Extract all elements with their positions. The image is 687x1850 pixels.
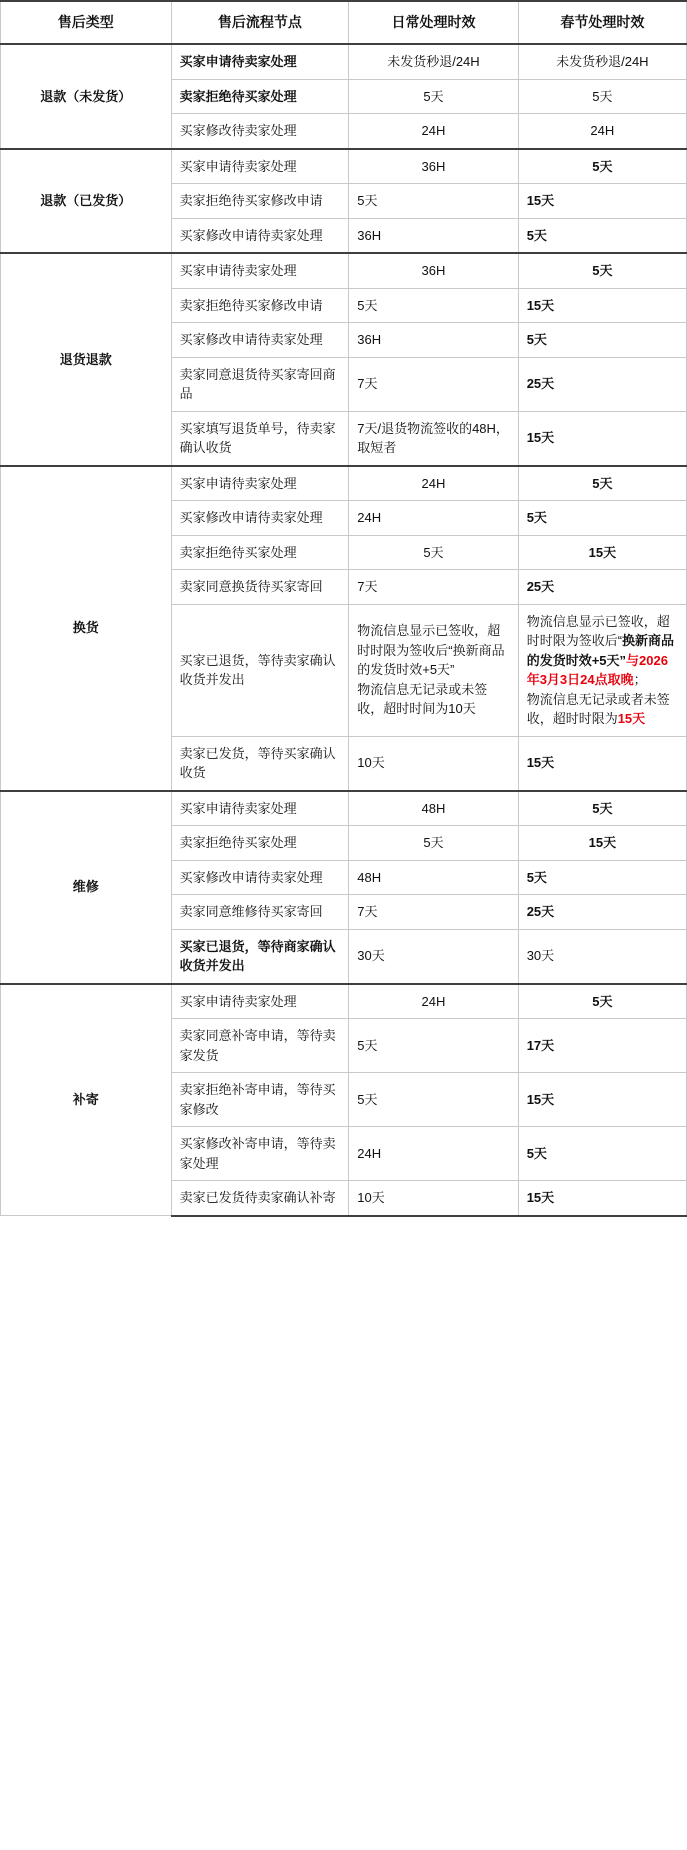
cell-process-node: 卖家已发货待卖家确认补寄	[171, 1181, 349, 1216]
cell-process-node: 买家修改申请待卖家处理	[171, 501, 349, 536]
cell-daily-timeliness: 24H	[349, 984, 518, 1019]
cell-process-node: 卖家已发货，等待买家确认收货	[171, 736, 349, 791]
cell-festival-timeliness: 24H	[518, 114, 686, 149]
cell-category: 退款（已发货）	[1, 149, 172, 254]
column-header-daily: 日常处理时效	[349, 1, 518, 44]
cell-process-node: 买家申请待卖家处理	[171, 466, 349, 501]
cell-category: 退货退款	[1, 253, 172, 466]
cell-process-node: 买家修改申请待卖家处理	[171, 860, 349, 895]
table-row	[1, 149, 687, 184]
cell-daily-timeliness: 5天	[349, 79, 518, 114]
column-header-category: 售后类型	[1, 1, 172, 44]
cell-festival-timeliness: 5天	[518, 253, 686, 288]
cell-process-node: 买家申请待卖家处理	[171, 149, 349, 184]
cell-daily-timeliness: 36H	[349, 149, 518, 184]
cell-daily-timeliness: 5天	[349, 535, 518, 570]
table-row	[1, 791, 687, 826]
cell-festival-timeliness: 5天	[518, 501, 686, 536]
cell-festival-timeliness: 15天	[518, 535, 686, 570]
cell-daily-timeliness: 5天	[349, 288, 518, 323]
cell-festival-timeliness: 15天	[518, 826, 686, 861]
table-header-row	[1, 1, 687, 44]
cell-daily-timeliness: 24H	[349, 114, 518, 149]
cell-daily-timeliness: 24H	[349, 501, 518, 536]
cell-festival-timeliness: 25天	[518, 895, 686, 930]
cell-daily-timeliness: 48H	[349, 860, 518, 895]
cell-festival-timeliness: 未发货秒退/24H	[518, 44, 686, 79]
cell-category: 补寄	[1, 984, 172, 1216]
cell-process-node: 买家修改申请待卖家处理	[171, 323, 349, 358]
cell-daily-timeliness: 24H	[349, 1127, 518, 1181]
cell-process-node: 买家修改申请待卖家处理	[171, 218, 349, 253]
cell-festival-timeliness: 15天	[518, 184, 686, 219]
cell-daily-timeliness: 7天	[349, 570, 518, 605]
cell-festival-timeliness: 15天	[518, 1073, 686, 1127]
cell-process-node: 卖家同意换货待买家寄回	[171, 570, 349, 605]
cell-process-node: 买家修改待卖家处理	[171, 114, 349, 149]
cell-process-node: 买家申请待卖家处理	[171, 44, 349, 79]
cell-process-node: 卖家拒绝待买家修改申请	[171, 288, 349, 323]
cell-daily-timeliness: 7天	[349, 895, 518, 930]
cell-daily-timeliness: 5天	[349, 826, 518, 861]
table-row	[1, 44, 687, 79]
cell-festival-timeliness: 5天	[518, 323, 686, 358]
cell-category: 退款（未发货）	[1, 44, 172, 149]
cell-festival-timeliness: 15天	[518, 736, 686, 791]
cell-category: 换货	[1, 466, 172, 791]
cell-daily-timeliness: 36H	[349, 253, 518, 288]
cell-process-node: 卖家拒绝待买家处理	[171, 535, 349, 570]
column-header-festival: 春节处理时效	[518, 1, 686, 44]
cell-festival-timeliness: 15天	[518, 411, 686, 466]
cell-festival-timeliness: 5天	[518, 79, 686, 114]
table-row	[1, 253, 687, 288]
cell-festival-timeliness: 15天	[518, 1181, 686, 1216]
cell-festival-timeliness: 5天	[518, 218, 686, 253]
cell-process-node: 卖家拒绝待买家修改申请	[171, 184, 349, 219]
cell-daily-timeliness: 物流信息显示已签收，超时时限为签收后“换新商品的发货时效+5天” 物流信息无记录或未签收，超时时间为10天	[349, 604, 518, 736]
cell-daily-timeliness: 30天	[349, 929, 518, 984]
cell-daily-timeliness: 10天	[349, 1181, 518, 1216]
cell-process-node: 买家已退货，等待商家确认收货并发出	[171, 929, 349, 984]
cell-festival-timeliness: 5天	[518, 466, 686, 501]
cell-festival-timeliness: 30天	[518, 929, 686, 984]
cell-process-node: 卖家拒绝待买家处理	[171, 826, 349, 861]
cell-festival-timeliness: 17天	[518, 1019, 686, 1073]
cell-category: 维修	[1, 791, 172, 984]
cell-daily-timeliness: 5天	[349, 1019, 518, 1073]
table-header	[1, 1, 687, 44]
cell-process-node: 买家修改补寄申请，等待卖家处理	[171, 1127, 349, 1181]
cell-process-node: 卖家同意维修待买家寄回	[171, 895, 349, 930]
cell-process-node: 卖家同意退货待买家寄回商品	[171, 357, 349, 411]
cell-daily-timeliness: 24H	[349, 466, 518, 501]
cell-festival-timeliness: 15天	[518, 288, 686, 323]
cell-daily-timeliness: 5天	[349, 184, 518, 219]
cell-process-node: 买家填写退货单号，待卖家确认收货	[171, 411, 349, 466]
cell-process-node: 买家申请待卖家处理	[171, 253, 349, 288]
table-row	[1, 466, 687, 501]
cell-daily-timeliness: 10天	[349, 736, 518, 791]
cell-festival-timeliness: 5天	[518, 149, 686, 184]
cell-festival-timeliness: 25天	[518, 357, 686, 411]
cell-festival-timeliness: 25天	[518, 570, 686, 605]
cell-process-node: 买家已退货，等待卖家确认收货并发出	[171, 604, 349, 736]
cell-process-node: 卖家拒绝待买家处理	[171, 79, 349, 114]
column-header-node: 售后流程节点	[171, 1, 349, 44]
cell-festival-timeliness: 5天	[518, 791, 686, 826]
table-body	[1, 44, 687, 1216]
cell-daily-timeliness: 未发货秒退/24H	[349, 44, 518, 79]
cell-process-node: 买家申请待卖家处理	[171, 984, 349, 1019]
cell-process-node: 卖家同意补寄申请，等待卖家发货	[171, 1019, 349, 1073]
cell-daily-timeliness: 36H	[349, 218, 518, 253]
cell-process-node: 卖家拒绝补寄申请，等待买家修改	[171, 1073, 349, 1127]
cell-daily-timeliness: 7天	[349, 357, 518, 411]
cell-festival-timeliness: 物流信息显示已签收，超时时限为签收后“换新商品的发货时效+5天”与2026年3月3日24点取晚； 物流信息无记录或者未签收，超时时限为15天	[518, 604, 686, 736]
table-row	[1, 984, 687, 1019]
cell-festival-timeliness: 5天	[518, 984, 686, 1019]
cell-daily-timeliness: 7天/退货物流签收的48H，取短者	[349, 411, 518, 466]
cell-daily-timeliness: 48H	[349, 791, 518, 826]
cell-process-node: 买家申请待卖家处理	[171, 791, 349, 826]
cell-festival-timeliness: 5天	[518, 1127, 686, 1181]
cell-daily-timeliness: 5天	[349, 1073, 518, 1127]
cell-festival-timeliness: 5天	[518, 860, 686, 895]
cell-daily-timeliness: 36H	[349, 323, 518, 358]
